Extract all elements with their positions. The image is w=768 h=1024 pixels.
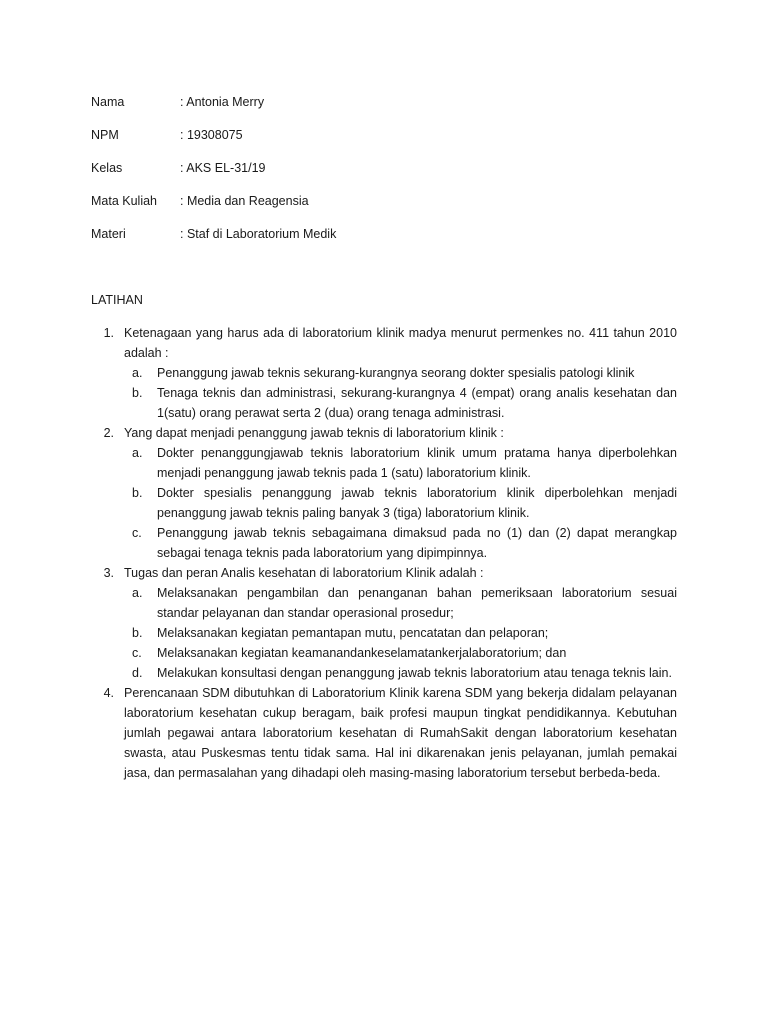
identity-value: : AKS EL-31/19 [180,161,266,175]
question-number: 3. [103,566,114,580]
answer-text: Melakukan konsultasi dengan penanggung jawab teknis laboratorium atau tenaga teknis lain. [157,666,672,680]
answer-letter: c. [132,646,142,660]
answer-letter: a. [132,586,143,600]
question-list [91,323,677,783]
identity-row-name [91,93,491,126]
answer-letter: b. [132,486,143,500]
identity-value: : 19308075 [180,128,243,142]
question-item [91,423,677,563]
identity-block [91,93,491,258]
identity-value: : Antonia Merry [180,95,265,109]
question-text: Yang dapat menjadi penanggung jawab teknis di laboratorium klinik : [124,426,504,440]
answer-item [124,583,677,623]
question-number: 2. [103,426,114,440]
answer-item [124,643,677,663]
section-title: LATIHAN [91,293,143,307]
identity-value: : Staf di Laboratorium Medik [180,227,337,241]
answer-item [124,383,677,423]
answer-text: Melaksanakan kegiatan pemantapan mutu, pencatatan dan pelaporan; [157,626,549,640]
answer-letter: b. [132,626,143,640]
answer-letter: b. [132,386,143,400]
answer-text: Melaksanakan pengambilan dan penanganan bahan pemeriksaan laboratorium sesuai standar pelayanan dan standar operasional prosedur; [157,586,677,620]
answer-text: Penanggung jawab teknis sebagaimana dimaksud pada no (1) dan (2) dapat merangkap sebagai tenaga teknis pada laboratorium yang dipimpinnya. [157,526,677,560]
question-item [91,683,677,783]
answer-letter: d. [132,666,143,680]
identity-row-kelas [91,159,491,192]
identity-label: Materi [91,227,126,241]
answer-text: Tenaga teknis dan administrasi, sekurang-kurangnya 4 (empat) orang analis kesehatan dan 1(satu) orang perawat serta 2 (dua) orang tenaga administrasi. [157,386,677,420]
answer-item [124,363,677,383]
answer-letter: c. [132,526,142,540]
answer-text: Dokter spesialis penanggung jawab teknis laboratorium klinik diperbolehkan menjadi penanggung jawab teknis paling banyak 3 (tiga) laboratorium klinik. [157,486,677,520]
identity-row-mata-kuliah [91,192,491,225]
answer-text: Dokter penanggungjawab teknis laboratorium klinik umum pratama hanya diperbolehkan menjadi penanggung jawab teknis pada 1 (satu) laboratorium klinik. [157,446,677,480]
identity-label: Mata Kuliah [91,194,158,208]
identity-label: Kelas [91,161,123,175]
question-item [91,323,677,423]
identity-value: : Media dan Reagensia [180,194,309,208]
answer-item [124,523,677,563]
question-number: 1. [103,326,114,340]
answer-text: Melaksanakan kegiatan keamanandankeselamatankerjalaboratorium; dan [157,646,567,660]
question-text: Ketenagaan yang harus ada di laboratorium klinik madya menurut permenkes no. 411 tahun 2010 adalah : [124,326,677,360]
identity-label: Nama [91,95,125,109]
answer-letter: a. [132,446,143,460]
answer-item [124,443,677,483]
question-text: Tugas dan peran Analis kesehatan di laboratorium Klinik adalah : [124,566,484,580]
question-text: Perencanaan SDM dibutuhkan di Laboratorium Klinik karena SDM yang bekerja didalam pelayanan laboratorium kesehatan cukup beragam, baik profesi maupun tingkat pendidikannya. Kebutuhan jumlah pegawai antara laboratorium kesehatan di RumahSakit dengan laboratorium kesehatan swasta, atau Puskesmas tentu tidak sama. Hal ini dikarenakan jenis pelayanan, jumlah pemakai jasa, dan permasalahan yang dihadapi oleh masing-masing laboratorium tersebut berbeda-beda. [124,686,677,780]
question-number: 4. [103,686,114,700]
answer-letter: a. [132,366,143,380]
identity-label: NPM [91,128,119,142]
answer-item [124,663,677,683]
identity-row-npm [91,126,491,159]
identity-row-materi [91,225,491,258]
answer-item [124,483,677,523]
answer-item [124,623,677,643]
answer-text: Penanggung jawab teknis sekurang-kurangnya seorang dokter spesialis patologi klinik [157,366,635,380]
question-item [91,563,677,683]
